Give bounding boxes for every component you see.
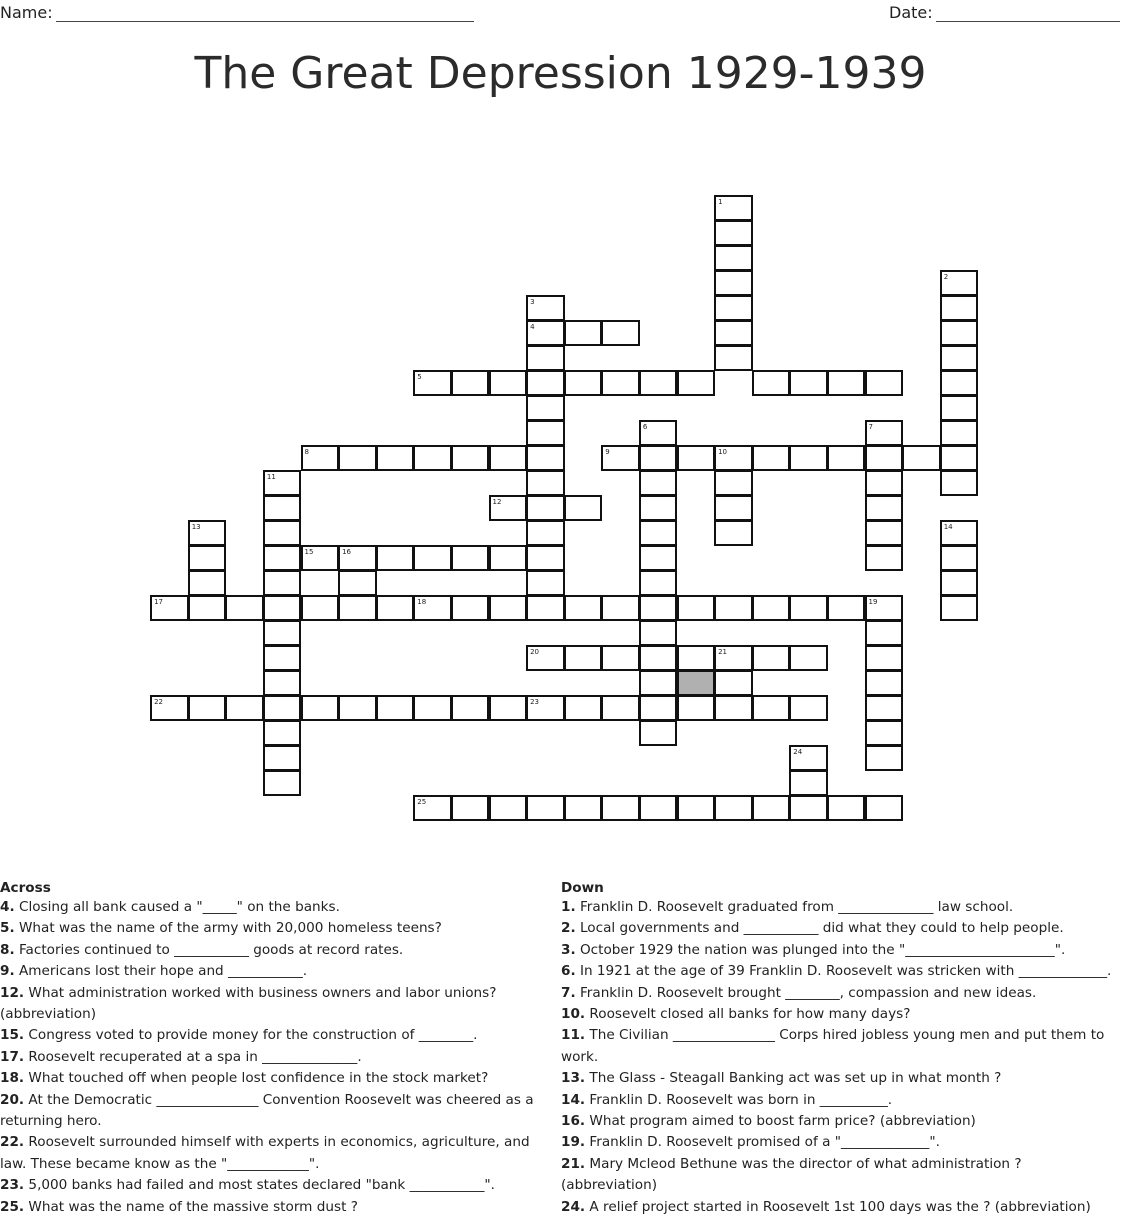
- grid-cell[interactable]: [526, 595, 565, 621]
- clue-number: 15: [304, 548, 314, 556]
- grid-cell[interactable]: [714, 595, 753, 621]
- grid-cell[interactable]: [451, 695, 490, 721]
- grid-cell[interactable]: [526, 645, 565, 671]
- grid-cell[interactable]: [564, 495, 603, 521]
- clue-number: 3.: [561, 941, 576, 958]
- grid-cell[interactable]: [263, 595, 302, 621]
- grid-cell[interactable]: [526, 445, 565, 471]
- grid-cell[interactable]: [564, 370, 603, 396]
- clue-number: 16: [342, 548, 352, 556]
- grid-cell[interactable]: [150, 695, 189, 721]
- grid-cell[interactable]: [489, 795, 528, 821]
- grid-cell[interactable]: [865, 370, 904, 396]
- grid-cell[interactable]: [564, 320, 603, 346]
- clue-number: 13.: [561, 1070, 586, 1087]
- clue-text: October 1929 the nation was plunged into the "______________________".: [575, 941, 1066, 958]
- clue-text: Mary Mcleod Bethune was the director of what administration ? (abbreviation): [561, 1155, 1022, 1194]
- grid-cell[interactable]: [526, 495, 565, 521]
- clue-text: 5,000 banks had failed and most states declared "bank ___________".: [24, 1177, 495, 1194]
- grid-cell[interactable]: [526, 520, 565, 546]
- across-clue: [0, 918, 558, 939]
- grid-cell[interactable]: [639, 520, 678, 546]
- grid-cell[interactable]: [489, 695, 528, 721]
- grid-cell[interactable]: [865, 470, 904, 496]
- clue-text: Congress voted to provide money for the construction of ________.: [24, 1027, 478, 1044]
- grid-cell[interactable]: [263, 745, 302, 771]
- clue-number: 21.: [561, 1155, 586, 1172]
- grid-cell[interactable]: [789, 645, 828, 671]
- clue-number: 2: [943, 273, 949, 281]
- across-clue: [0, 1197, 558, 1218]
- down-clue: [561, 1068, 1121, 1089]
- grid-cell[interactable]: [301, 445, 340, 471]
- clue-text: Closing all bank caused a "_____" on the banks.: [14, 899, 340, 915]
- grid-cell[interactable]: [639, 670, 678, 696]
- down-clue: [561, 1154, 1121, 1197]
- grid-cell[interactable]: [263, 770, 302, 796]
- grid-cell[interactable]: [338, 595, 377, 621]
- clue-text: Factories continued to ___________ goods at record rates.: [14, 941, 404, 958]
- grid-cell[interactable]: [789, 695, 828, 721]
- clue-number: 17.: [0, 1048, 25, 1065]
- grid-cell[interactable]: [677, 795, 716, 821]
- across-clue: [0, 897, 558, 918]
- grid-cell[interactable]: [865, 645, 904, 671]
- grid-cell[interactable]: [865, 445, 904, 471]
- clue-text: What program aimed to boost farm price? (abbreviation): [585, 1113, 976, 1130]
- clue-number: 11: [266, 473, 276, 481]
- grid-cell[interactable]: [752, 370, 791, 396]
- grid-cell[interactable]: [376, 695, 415, 721]
- date-input-line[interactable]: [936, 4, 1120, 22]
- grid-cell[interactable]: [376, 595, 415, 621]
- clue-number: 18: [417, 598, 427, 606]
- across-clue: [0, 1090, 558, 1133]
- clue-number: 2.: [561, 920, 576, 937]
- clue-text: Franklin D. Roosevelt graduated from ______________ law school.: [575, 899, 1014, 915]
- grid-cell[interactable]: [526, 370, 565, 396]
- grid-cell[interactable]: [150, 595, 189, 621]
- down-clue: [561, 940, 1121, 961]
- clue-number: 14: [943, 523, 953, 531]
- grid-cell[interactable]: [714, 795, 753, 821]
- clue-text: Roosevelt surrounded himself with experts in economics, agriculture, and law. These became know as the "____________".: [0, 1134, 530, 1172]
- grid-cell[interactable]: [188, 570, 227, 596]
- grid-cell[interactable]: [413, 695, 452, 721]
- grid-cell[interactable]: [639, 720, 678, 746]
- grid-cell[interactable]: [714, 345, 753, 371]
- clue-number: 20.: [0, 1091, 25, 1108]
- grid-cell[interactable]: [526, 420, 565, 446]
- clue-number: 19: [868, 598, 878, 606]
- grid-cell[interactable]: [940, 445, 979, 471]
- grid-cell[interactable]: [451, 595, 490, 621]
- grid-cell[interactable]: [489, 495, 528, 521]
- grid-cell[interactable]: [263, 520, 302, 546]
- across-clue: [0, 1175, 558, 1196]
- down-clue: [561, 1025, 1121, 1068]
- grid-cell[interactable]: [639, 795, 678, 821]
- grid-cell[interactable]: [526, 320, 565, 346]
- grid-cell[interactable]: [714, 495, 753, 521]
- down-clue: [561, 1132, 1121, 1153]
- clue-number: 23: [530, 698, 540, 706]
- grid-cell[interactable]: [677, 370, 716, 396]
- grid-cell[interactable]: [677, 670, 716, 696]
- clue-number: 16.: [561, 1113, 586, 1130]
- page-title: The Great Depression 1929-1939: [194, 48, 927, 99]
- grid-cell[interactable]: [639, 570, 678, 596]
- down-clue: [561, 961, 1121, 982]
- grid-cell[interactable]: [940, 520, 979, 546]
- grid-cell[interactable]: [789, 745, 828, 771]
- grid-cell[interactable]: [714, 695, 753, 721]
- grid-cell[interactable]: [413, 370, 452, 396]
- grid-cell[interactable]: [526, 570, 565, 596]
- grid-cell[interactable]: [789, 795, 828, 821]
- clue-text: What touched off when people lost confidence in the stock market?: [24, 1070, 489, 1087]
- grid-cell[interactable]: [263, 495, 302, 521]
- date-field[interactable]: [889, 3, 1120, 22]
- clue-number: 1.: [561, 899, 576, 915]
- grid-cell[interactable]: [601, 370, 640, 396]
- grid-cell[interactable]: [677, 595, 716, 621]
- clue-text: The Civilian _______________ Corps hired jobless young men and put them to work.: [561, 1027, 1105, 1065]
- clue-text: Franklin D. Roosevelt was born in __________.: [585, 1091, 893, 1108]
- clue-number: 4.: [0, 899, 15, 915]
- across-heading: Across: [0, 880, 51, 896]
- grid-cell[interactable]: [526, 345, 565, 371]
- grid-cell[interactable]: [639, 470, 678, 496]
- grid-cell[interactable]: [752, 695, 791, 721]
- clue-number: 18.: [0, 1070, 25, 1087]
- grid-cell[interactable]: [413, 595, 452, 621]
- grid-cell[interactable]: [865, 520, 904, 546]
- clue-number: 8.: [0, 941, 15, 958]
- grid-cell[interactable]: [188, 595, 227, 621]
- grid-cell[interactable]: [714, 270, 753, 296]
- grid-cell[interactable]: [940, 320, 979, 346]
- grid-cell[interactable]: [865, 670, 904, 696]
- clue-text: What was the name of the army with 20,000 homeless teens?: [14, 920, 442, 937]
- grid-cell[interactable]: [263, 720, 302, 746]
- clue-number: 19.: [561, 1134, 586, 1151]
- grid-cell[interactable]: [263, 670, 302, 696]
- grid-cell[interactable]: [263, 620, 302, 646]
- clue-number: 5: [417, 373, 422, 381]
- down-clue-list: [561, 897, 1121, 1218]
- grid-cell[interactable]: [827, 370, 866, 396]
- clue-text: Roosevelt recuperated at a spa in ______________.: [24, 1048, 362, 1065]
- date-label: Date:: [889, 3, 933, 22]
- grid-cell[interactable]: [677, 645, 716, 671]
- clue-text: In 1921 at the age of 39 Franklin D. Roosevelt was stricken with _____________.: [575, 963, 1112, 980]
- grid-cell[interactable]: [865, 620, 904, 646]
- down-heading: Down: [561, 880, 604, 896]
- grid-cell[interactable]: [263, 695, 302, 721]
- across-clue: [0, 983, 558, 1026]
- grid-cell[interactable]: [940, 270, 979, 296]
- down-clues: [561, 880, 1121, 1218]
- grid-cell[interactable]: [225, 695, 264, 721]
- clue-text: Roosevelt closed all banks for how many days?: [585, 1006, 911, 1023]
- clue-number: 5.: [0, 920, 15, 937]
- grid-cell[interactable]: [940, 345, 979, 371]
- grid-cell[interactable]: [263, 570, 302, 596]
- grid-cell[interactable]: [639, 695, 678, 721]
- grid-cell[interactable]: [789, 770, 828, 796]
- grid-cell[interactable]: [526, 470, 565, 496]
- grid-cell[interactable]: [639, 620, 678, 646]
- down-clue: [561, 1004, 1121, 1025]
- name-label: Name:: [0, 3, 53, 22]
- grid-cell[interactable]: [714, 220, 753, 246]
- grid-cell[interactable]: [489, 445, 528, 471]
- grid-cell[interactable]: [601, 695, 640, 721]
- grid-cell[interactable]: [902, 445, 941, 471]
- clue-text: Franklin D. Roosevelt promised of a "_____________".: [585, 1134, 940, 1151]
- grid-cell[interactable]: [451, 795, 490, 821]
- grid-cell[interactable]: [789, 445, 828, 471]
- grid-cell[interactable]: [413, 795, 452, 821]
- across-clue: [0, 940, 558, 961]
- clue-number: 13: [191, 523, 201, 531]
- across-clue: [0, 1047, 558, 1068]
- clue-number: 7: [868, 423, 873, 431]
- clue-number: 10: [718, 448, 728, 456]
- grid-cell[interactable]: [752, 795, 791, 821]
- grid-cell[interactable]: [714, 295, 753, 321]
- grid-cell[interactable]: [263, 470, 302, 496]
- clue-number: 25.: [0, 1198, 25, 1215]
- clue-number: 6.: [561, 963, 576, 980]
- grid-cell[interactable]: [714, 670, 753, 696]
- clue-number: 17: [154, 598, 164, 606]
- grid-cell[interactable]: [752, 445, 791, 471]
- across-clue: [0, 1132, 558, 1175]
- grid-cell[interactable]: [940, 370, 979, 396]
- grid-cell[interactable]: [714, 320, 753, 346]
- grid-cell[interactable]: [263, 645, 302, 671]
- grid-cell[interactable]: [940, 595, 979, 621]
- grid-cell[interactable]: [940, 420, 979, 446]
- grid-cell[interactable]: [714, 445, 753, 471]
- clue-number: 9.: [0, 963, 15, 980]
- grid-cell[interactable]: [865, 745, 904, 771]
- grid-cell[interactable]: [413, 545, 452, 571]
- grid-cell[interactable]: [940, 295, 979, 321]
- name-input-line[interactable]: [56, 4, 474, 22]
- grid-cell[interactable]: [752, 595, 791, 621]
- grid-cell[interactable]: [714, 195, 753, 221]
- down-clue: [561, 918, 1121, 939]
- clue-number: 12: [492, 498, 502, 506]
- clue-number: 24.: [561, 1198, 586, 1215]
- grid-cell[interactable]: [338, 695, 377, 721]
- grid-cell[interactable]: [489, 370, 528, 396]
- clue-number: 9: [605, 448, 610, 456]
- clue-number: 21: [718, 648, 728, 656]
- across-clue: [0, 1068, 558, 1089]
- grid-cell[interactable]: [940, 545, 979, 571]
- clue-number: 6: [642, 423, 648, 431]
- grid-cell[interactable]: [865, 695, 904, 721]
- clue-number: 15.: [0, 1027, 25, 1044]
- grid-cell[interactable]: [865, 420, 904, 446]
- down-clue: [561, 1090, 1121, 1111]
- grid-cell[interactable]: [301, 695, 340, 721]
- grid-cell[interactable]: [639, 445, 678, 471]
- grid-cell[interactable]: [263, 545, 302, 571]
- down-clue: [561, 1197, 1121, 1218]
- across-clues: [0, 880, 558, 1218]
- clue-number: 10.: [561, 1006, 586, 1023]
- grid-cell[interactable]: [789, 595, 828, 621]
- clue-text: The Glass - Steagall Banking act was set up in what month ?: [585, 1070, 1002, 1087]
- grid-cell[interactable]: [714, 470, 753, 496]
- clue-number: 12.: [0, 984, 25, 1001]
- clue-number: 25: [417, 798, 427, 806]
- grid-cell[interactable]: [413, 445, 452, 471]
- clue-text: At the Democratic _______________ Convention Roosevelt was cheered as a returning hero.: [0, 1091, 534, 1130]
- across-clue: [0, 961, 558, 982]
- grid-cell[interactable]: [526, 545, 565, 571]
- grid-cell[interactable]: [188, 695, 227, 721]
- grid-cell[interactable]: [225, 595, 264, 621]
- grid-cell[interactable]: [601, 595, 640, 621]
- grid-cell[interactable]: [451, 545, 490, 571]
- clue-text: What was the name of the massive storm dust ?: [24, 1198, 358, 1215]
- grid-cell[interactable]: [564, 595, 603, 621]
- grid-cell[interactable]: [940, 470, 979, 496]
- clue-number: 23.: [0, 1177, 25, 1194]
- clue-number: 22.: [0, 1134, 25, 1151]
- grid-cell[interactable]: [639, 370, 678, 396]
- down-clue: [561, 897, 1121, 918]
- grid-cell[interactable]: [789, 370, 828, 396]
- grid-cell[interactable]: [752, 645, 791, 671]
- grid-cell[interactable]: [601, 795, 640, 821]
- grid-cell[interactable]: [601, 645, 640, 671]
- grid-cell[interactable]: [827, 445, 866, 471]
- clue-text: What administration worked with business owners and labor unions? (abbreviation): [0, 984, 497, 1023]
- clue-number: 4: [530, 323, 535, 331]
- down-clue: [561, 1111, 1121, 1132]
- grid-cell[interactable]: [526, 795, 565, 821]
- clue-number: 22: [154, 698, 164, 706]
- grid-cell[interactable]: [451, 370, 490, 396]
- grid-cell[interactable]: [338, 545, 377, 571]
- grid-cell[interactable]: [639, 420, 678, 446]
- clue-text: Franklin D. Roosevelt brought ________, compassion and new ideas.: [575, 984, 1037, 1001]
- grid-cell[interactable]: [301, 545, 340, 571]
- grid-cell[interactable]: [827, 795, 866, 821]
- clue-number: 7.: [561, 984, 576, 1001]
- grid-cell[interactable]: [677, 695, 716, 721]
- name-field[interactable]: [0, 3, 474, 22]
- grid-cell[interactable]: [714, 245, 753, 271]
- grid-cell[interactable]: [827, 595, 866, 621]
- grid-cell[interactable]: [639, 595, 678, 621]
- grid-cell[interactable]: [338, 445, 377, 471]
- grid-cell[interactable]: [940, 395, 979, 421]
- grid-cell[interactable]: [489, 595, 528, 621]
- clue-number: 24: [793, 748, 803, 756]
- grid-cell[interactable]: [639, 545, 678, 571]
- grid-cell[interactable]: [451, 445, 490, 471]
- clue-number: 11.: [561, 1027, 586, 1044]
- grid-cell[interactable]: [489, 545, 528, 571]
- clue-number: 1: [718, 198, 723, 206]
- grid-cell[interactable]: [526, 695, 565, 721]
- grid-cell[interactable]: [865, 545, 904, 571]
- grid-cell[interactable]: [188, 545, 227, 571]
- grid-cell[interactable]: [601, 445, 640, 471]
- grid-cell[interactable]: [714, 520, 753, 546]
- grid-cell[interactable]: [601, 320, 640, 346]
- grid-cell[interactable]: [865, 495, 904, 521]
- grid-cell[interactable]: [639, 645, 678, 671]
- grid-cell[interactable]: [677, 445, 716, 471]
- grid-cell[interactable]: [714, 645, 753, 671]
- clue-number: 8: [304, 448, 309, 456]
- grid-cell[interactable]: [301, 595, 340, 621]
- grid-cell[interactable]: [188, 520, 227, 546]
- grid-cell[interactable]: [865, 720, 904, 746]
- down-clue: [561, 983, 1121, 1004]
- grid-cell[interactable]: [564, 795, 603, 821]
- grid-cell[interactable]: [376, 545, 415, 571]
- clue-number: 14.: [561, 1091, 586, 1108]
- grid-cell[interactable]: [865, 595, 904, 621]
- clue-number: 20: [530, 648, 540, 656]
- grid-cell[interactable]: [940, 570, 979, 596]
- grid-cell[interactable]: [526, 395, 565, 421]
- clue-text: Local governments and ___________ did what they could to help people.: [575, 920, 1064, 937]
- grid-cell[interactable]: [639, 495, 678, 521]
- grid-cell[interactable]: [865, 795, 904, 821]
- grid-cell[interactable]: [564, 695, 603, 721]
- grid-cell[interactable]: [376, 445, 415, 471]
- across-clue-list: [0, 897, 558, 1218]
- clue-text: Americans lost their hope and ___________.: [14, 963, 308, 980]
- grid-cell[interactable]: [526, 295, 565, 321]
- clue-number: 3: [530, 298, 535, 306]
- grid-cell[interactable]: [564, 645, 603, 671]
- clue-text: A relief project started in Roosevelt 1st 100 days was the ? (abbreviation): [585, 1198, 1091, 1215]
- grid-cell[interactable]: [338, 570, 377, 596]
- across-clue: [0, 1025, 558, 1046]
